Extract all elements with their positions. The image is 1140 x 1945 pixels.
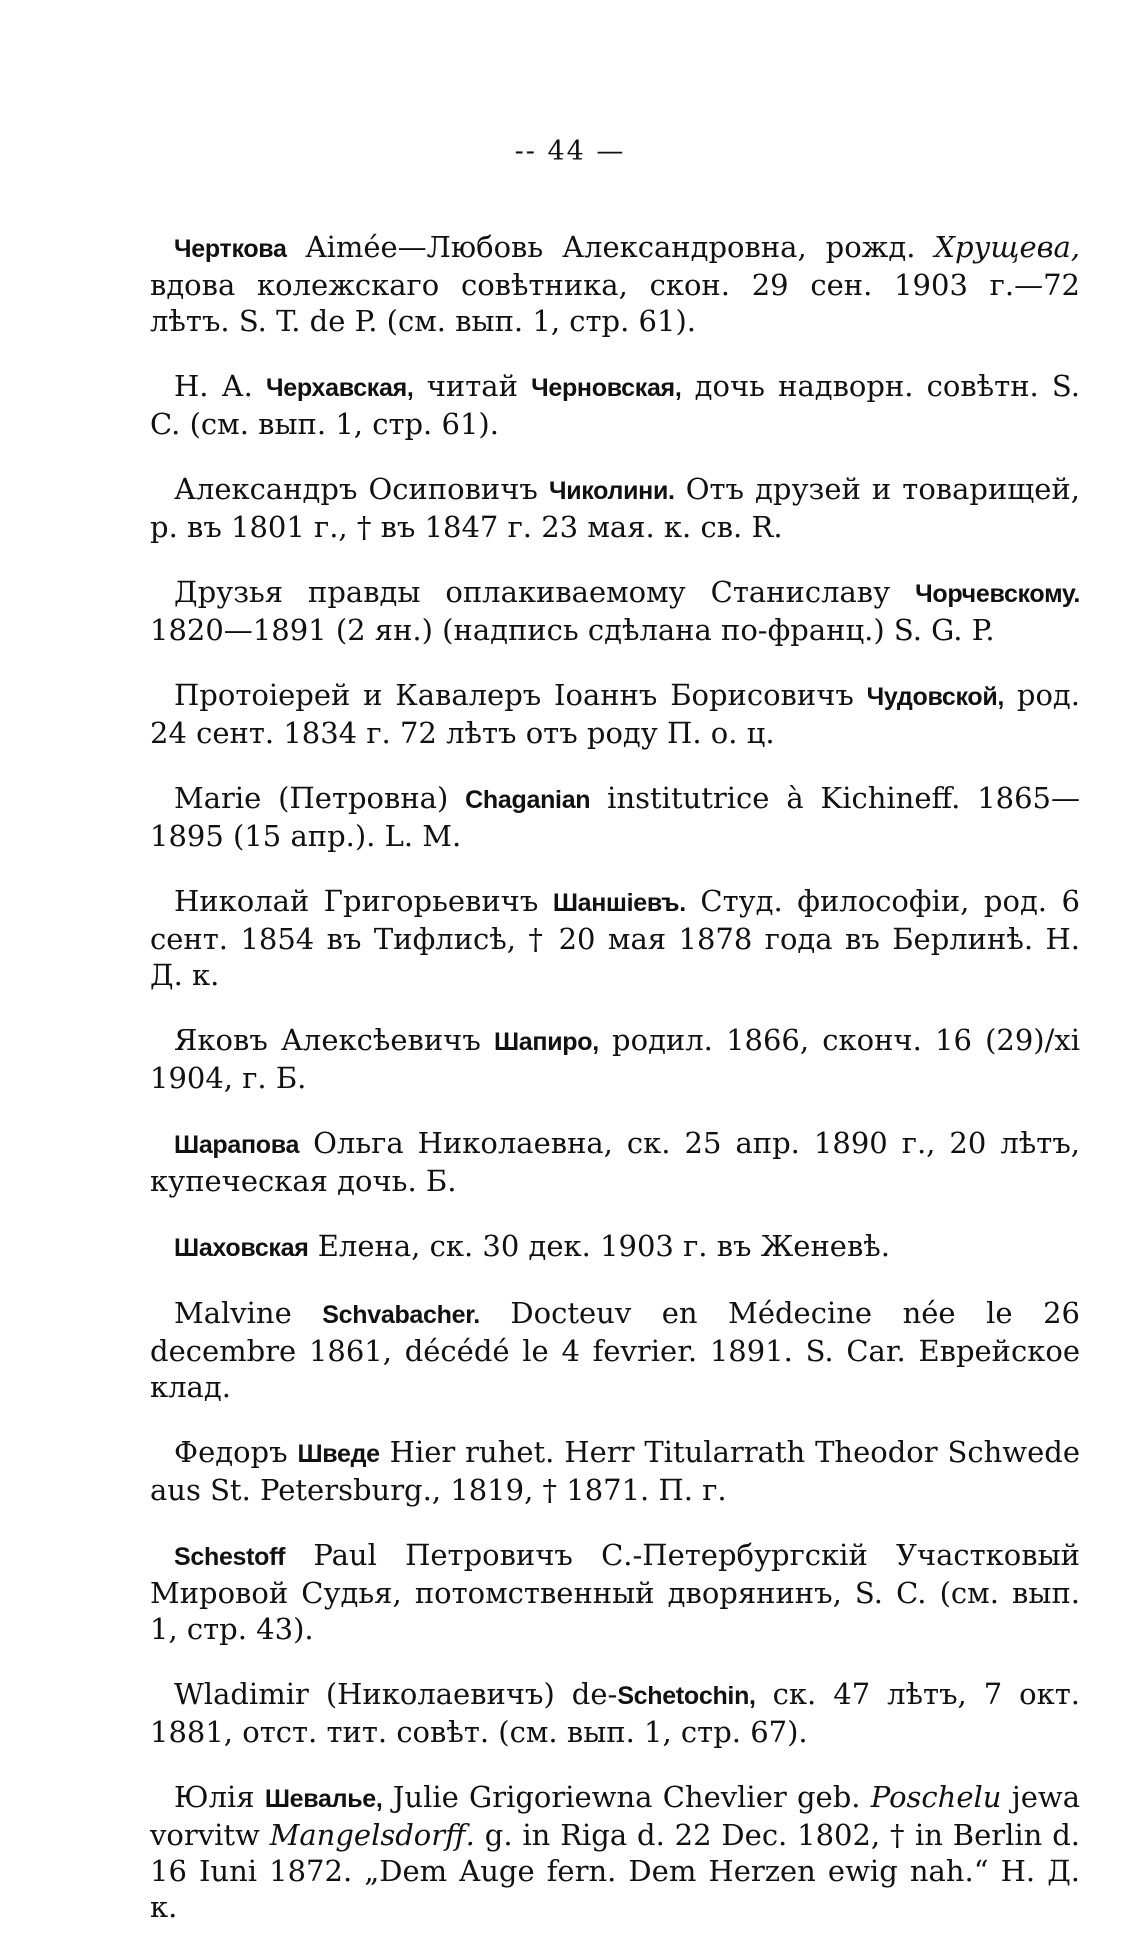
entry [150,1434,1080,1508]
page-number: -- 44 — [514,136,626,167]
entry-text: Aimée—Любовь Александровна, рожд. [286,230,935,264]
entry-surname: Schvabacher. [322,1301,480,1329]
entry-text: Wladimir (Николаевичъ) de- [174,1677,618,1711]
entry [150,368,1080,442]
entry [150,883,1080,993]
entry [150,780,1080,854]
entry [150,1022,1080,1096]
entry-text: дочь надворн. совѣтн. S. C. (см. вып. 1, стр. 61). [150,369,1080,441]
entry-text: Студ. философіи, род. 6 сент. 1854 въ Тифлисѣ, † 20 мая 1878 года въ Берлинѣ. Н. Д. к. [150,884,1080,992]
entry-text: Hier ruhet. Herr Titularrath Theodor Schwede aus St. Petersburg., 1819, † 1871. П. г. [150,1435,1080,1507]
entry-text: Malvine [174,1296,323,1330]
entry-text: Julie Grigoriewna Chevlier geb. [382,1780,871,1814]
entry-text: читай [413,369,532,403]
entry-surname: Шапиро, [493,1028,599,1056]
entry-surname: Schetochin, [617,1682,756,1710]
entry [150,1537,1080,1647]
entry-italic-text: Хрущева, [934,230,1080,264]
entry-text: Федоръ [174,1435,298,1469]
entry-text: Marie (Петровна) [174,781,466,815]
entry-text: Н. А. [174,369,267,403]
entry-text: родил. 1866, сконч. 16 (29)/xi 1904, г. Б. [150,1023,1081,1095]
entry-surname: Chaganian [465,786,591,814]
entry-text: Paul Петровичъ С.-Петербургскій Участковый Мировой Судья, потомственный дворянинъ, S. C. (см. вып. 1, стр. 43). [150,1538,1080,1646]
entry-surname: Черновская, [531,374,682,402]
entry-surname: Чиколини. [548,477,675,505]
entry-text: Протоіерей и Кавалеръ Іоаннъ Борисовичъ [174,678,867,712]
entry-list [150,200,1080,1945]
entry-surname: Шаховская [174,1234,309,1262]
entry [150,1779,1080,1925]
entry-surname: Черткова [174,235,287,263]
entry-surname: Шевалье, [264,1785,383,1813]
entry-text: Docteuv en Médecine née le 26 decembre 1861, décédé le 4 fevrier. 1891. S. Car. Еврейское клад. [150,1296,1080,1404]
entry-surname: Шаншіевъ. [552,889,686,917]
entry-text: Друзья правды оплакиваемому Станиславу [174,575,916,609]
entry-text: Яковъ Алексѣевичъ [174,1023,494,1057]
entry-text: вдова колежскаго совѣтника, скон. 29 сен. 1903 г.—72 лѣтъ. S. T. de P. (см. вып. 1, стр. 61). [150,268,1080,338]
entry [150,574,1080,648]
entry-text: g. in Riga d. 22 Dec. 1802, † in Berlin d. 16 Iuni 1872. „Dem Auge fern. Dem Herzen ewig nah.“ Н. Д. к. [150,1818,1080,1924]
entry-text: jewa vorvitw [150,1780,1080,1852]
entry-text: Отъ друзей и товарищей, р. въ 1801 г., † въ 1847 г. 23 мая. к. св. R. [150,472,1080,544]
entry [150,1676,1080,1750]
entry-text: Александръ Осиповичъ [174,472,549,506]
entry-text: Ольга Николаевна, ск. 25 апр. 1890 г., 20 лѣтъ, купеческая дочь. Б. [150,1126,1080,1198]
entry-italic-text: Poschelu [870,1780,1002,1814]
entry-text: Николай Григорьевичъ [174,884,553,918]
entry-surname: Шарапова [174,1131,300,1159]
entry [150,471,1080,545]
entry-italic-text: Mangelsdorff. [269,1818,475,1852]
entry-text: institutrice à Kichineff. 1865—1895 (15 апр.). L. M. [150,781,1081,853]
entry-surname: Черхавская, [266,374,414,402]
entry-text: род. 24 сент. 1834 г. 72 лѣтъ отъ роду П. о. ц. [150,678,1080,750]
entry-surname: Шведе [297,1440,380,1468]
entry-text: 1820—1891 (2 ян.) (надпись сдѣлана по-франц.) S. G. P. [150,613,995,647]
entry-surname: Schestoff [174,1543,286,1571]
entry-text: ск. 47 лѣтъ, 7 окт. 1881, отст. тит. совѣт. (см. вып. 1, стр. 67). [150,1677,1080,1749]
entry-text: Юлія [174,1780,265,1814]
entry [150,1228,1080,1266]
entry-text: Елена, ск. 30 дек. 1903 г. въ Женевѣ. [308,1229,890,1263]
entry-surname: Чорчевскому. [915,580,1080,608]
entry [150,1125,1080,1199]
entry [150,229,1080,339]
entry-surname: Чудовской, [866,683,1005,711]
entry [150,677,1080,751]
entry [150,1295,1080,1405]
